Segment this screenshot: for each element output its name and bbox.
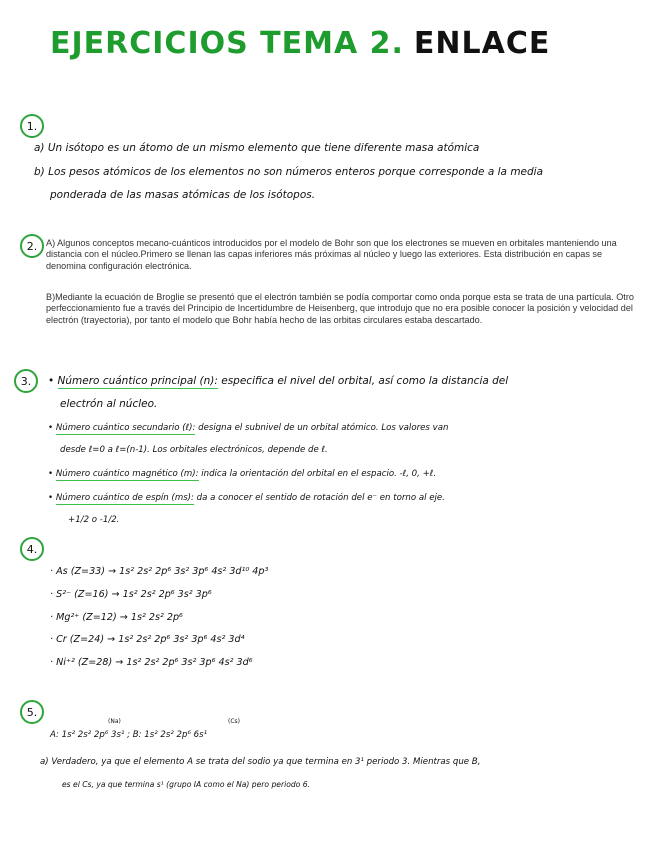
s1-line-a: a) Un isótopo es un átomo de un mismo elemento que tiene diferente masa atómica: [34, 142, 480, 154]
s2-paragraph-a: A) Algunos conceptos mecano-cuánticos introducidos por el modelo de Bohr son que los electrones se mueven en orbitales manteniendo una distancia con el núcleo.Primero se llenan las capas inferiores más próximas al núcleo y luego las exteriores. Esta distribución en capas se denomina configuración electrónica.: [46, 238, 617, 271]
title-part-black: ENLACE: [413, 26, 551, 61]
s4-config-mg: · Mg²⁺ (Z=12) → 1s² 2s² 2p⁶: [50, 612, 183, 623]
s3-bullet-1: [48, 375, 508, 387]
s5-note-na: (Na): [108, 718, 121, 725]
s5-configurations: A: 1s² 2s² 2p⁶ 3s¹ ; B: 1s² 2s² 2p⁶ 6s¹: [50, 730, 208, 740]
s4-config-ni: · Ni⁺² (Z=28) → 1s² 2s² 2p⁶ 3s² 3p⁶ 4s² 3d⁶: [50, 657, 253, 668]
s5-line-2: es el Cs, ya que termina s¹ (grupo IA como el Na) pero periodo 6.: [62, 780, 310, 789]
page-title: [50, 26, 550, 66]
s4-config-cr: · Cr (Z=24) → 1s² 2s² 2p⁶ 3s² 3p⁶ 4s² 3d⁴: [50, 634, 245, 645]
title-part-green: EJERCICIOS TEMA 2.: [50, 26, 404, 61]
s3-bullet-4-line2: +1/2 o -1/2.: [68, 515, 120, 525]
s5-note-cs: (Cs): [228, 718, 240, 725]
s3-bullet-2-line2: desde ℓ=0 a ℓ=(n-1). Los orbitales electrónicos, depende de ℓ.: [60, 445, 328, 455]
bullet-dot: •: [48, 375, 55, 387]
section-5-number: 5.: [20, 700, 44, 724]
section-3-number: 3.: [14, 369, 38, 393]
s3-text-secundario: designa el subnivel de un orbital atómico. Los valores van: [198, 423, 449, 433]
s1-line-b2: ponderada de las masas atómicas de los isótopos.: [50, 189, 316, 201]
s4-config-as: · As (Z=33) → 1s² 2s² 2p⁶ 3s² 3p⁶ 4s² 3d¹⁰ 4p³: [50, 566, 269, 577]
s3-term-espin: Número cuántico de espín (ms):: [55, 493, 194, 503]
s3-text-principal: especifica el nivel del orbital, así como la distancia del: [221, 375, 509, 387]
bullet-dot: •: [48, 423, 54, 433]
section-4-number: 4.: [20, 537, 44, 561]
bullet-dot: •: [48, 493, 54, 503]
s3-text-espin: da a conocer el sentido de rotación del e⁻ en torno al eje.: [196, 493, 445, 503]
s3-term-secundario: Número cuántico secundario (ℓ):: [55, 423, 196, 433]
s3-term-magnetico: Número cuántico magnético (m):: [55, 469, 199, 479]
bullet-dot: •: [48, 469, 54, 479]
s1-line-b1: b) Los pesos atómicos de los elementos no son números enteros porque corresponde a la media: [34, 166, 544, 178]
s3-text-magnetico: indica la orientación del orbital en el espacio. -ℓ, 0, +ℓ.: [201, 469, 437, 479]
s2-paragraph-b: B)Mediante la ecuación de Broglie se presentó que el electrón también se podía comportar como onda porque esta se trata de una partícula. Otro perfeccionamiento fue a través del Principio de Incertidumbre de Heisenberg, que introdujo que no era posible conocer la posición y velocidad del electrón (trayectoria), por tanto el modelo que Bohr había hecho de las orbitas circulares estaba descartado.: [46, 292, 634, 325]
s3-bullet-4: [48, 493, 445, 503]
s5-line-1: a) Verdadero, ya que el elemento A se trata del sodio ya que termina en 3¹ periodo 3. Mientras que B,: [40, 757, 481, 767]
s3-term-principal: Número cuántico principal (n):: [57, 375, 218, 387]
s3-bullet-1-line2: electrón al núcleo.: [60, 398, 158, 410]
s3-bullet-3: [48, 469, 436, 479]
section-1-number: 1.: [20, 114, 44, 138]
s3-bullet-2: [48, 423, 448, 433]
s4-config-s: · S²⁻ (Z=16) → 1s² 2s² 2p⁶ 3s² 3p⁶: [50, 589, 212, 600]
section-2-number: 2.: [20, 234, 44, 258]
